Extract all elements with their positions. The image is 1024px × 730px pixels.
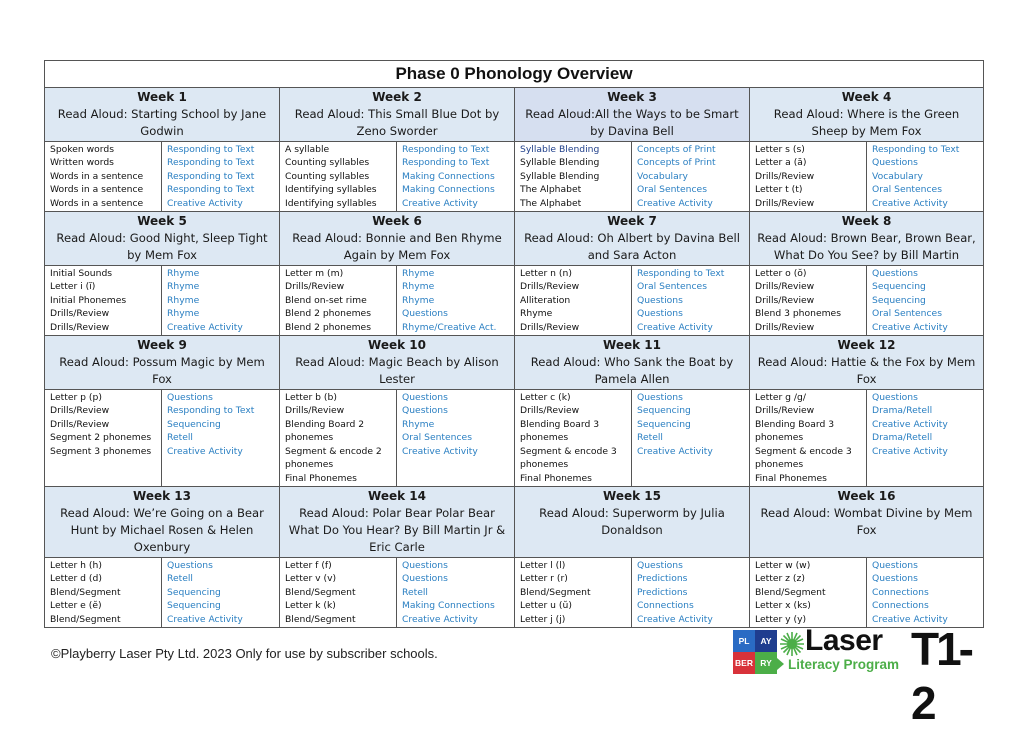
topic-item: Drills/Review (755, 281, 815, 293)
literacy-item: Oral Sentences (402, 432, 472, 444)
literacy-item: Responding to Text (167, 157, 255, 169)
literacy-item: Making Connections (402, 600, 495, 612)
read-aloud-title: Read Aloud:All the Ways to be Smart by Davina Bell (525, 107, 739, 138)
phonology-topics (750, 266, 867, 336)
topic-item: Blending Board 3 (520, 418, 600, 430)
topic-item: Alliteration (520, 294, 571, 306)
topic-item: Drills/Review (755, 170, 815, 182)
week-header (280, 336, 515, 390)
topic-item: Blend on-set rime (285, 294, 367, 306)
literacy-activities (397, 142, 515, 212)
week-label: Week 7 (607, 214, 657, 229)
topic-item: Counting syllables (285, 157, 370, 169)
literacy-item: Questions (402, 559, 448, 571)
week-label: Week 14 (368, 488, 426, 503)
laser-burst-icon (779, 631, 805, 657)
week-header-row (45, 88, 984, 142)
topic-item: Letter d (d) (50, 573, 102, 585)
literacy-item: Sequencing (872, 281, 926, 293)
literacy-activities (397, 266, 515, 336)
literacy-item: Questions (402, 308, 448, 320)
topic-item: Letter c (k) (520, 392, 571, 404)
topic-item: Identifying syllables (285, 197, 377, 209)
page-title: Phase 0 Phonology Overview (45, 61, 984, 88)
week-header (750, 486, 984, 557)
topic-item: phonemes (755, 432, 804, 444)
literacy-item: Questions (167, 559, 213, 571)
literacy-item: Oral Sentences (637, 281, 707, 293)
topic-item: Drills/Review (520, 405, 580, 417)
topic-item: Syllable Blending (520, 170, 600, 182)
literacy-item: Creative Activity (402, 197, 478, 209)
brand-name: Laser (805, 624, 883, 657)
puzzle-piece: RY (755, 652, 777, 674)
topic-item: Letter a (ă) (755, 157, 807, 169)
literacy-item: Sequencing (167, 418, 221, 430)
overview-table (44, 60, 984, 628)
read-aloud-title: Read Aloud: Possum Magic by Mem Fox (59, 355, 265, 387)
topic-item: phonemes (285, 459, 334, 471)
topic-item: Blend/Segment (285, 586, 356, 598)
topic-item: Rhyme (520, 308, 553, 320)
topic-item: Counting syllables (285, 170, 370, 182)
literacy-item: Rhyme (402, 281, 435, 293)
topic-item: Letter y (y) (755, 613, 807, 625)
literacy-item: Creative Activity (402, 613, 478, 625)
read-aloud-title: Read Aloud: Who Sank the Boat by Pamela Allen (530, 355, 734, 387)
literacy-activities (632, 390, 750, 487)
topic-item: Blend 2 phonemes (285, 308, 371, 320)
week-label: Week 3 (607, 90, 657, 104)
literacy-item: Creative Activity (167, 197, 243, 209)
topic-item: Words in a sentence (50, 170, 144, 182)
phonology-topics (45, 390, 162, 487)
topic-item: Syllable Blending (520, 144, 600, 155)
phonology-topics (45, 142, 162, 212)
topic-item: Blend/Segment (520, 586, 591, 598)
literacy-item: Questions (872, 559, 918, 571)
literacy-item: Rhyme (402, 268, 435, 280)
read-aloud-title: Read Aloud: Polar Bear Polar Bear What Do You Hear? By Bill Martin Jr & Eric Carle (288, 505, 506, 554)
week-header (280, 486, 515, 557)
literacy-activities (867, 390, 984, 487)
playberry-laser-logo (733, 623, 978, 729)
literacy-item: Sequencing (637, 405, 691, 417)
literacy-item: Retell (637, 432, 663, 444)
read-aloud-title: Read Aloud: Magic Beach by Alison Lester (295, 355, 499, 387)
phonology-topics (45, 557, 162, 627)
literacy-item: Retell (167, 432, 193, 444)
topic-item: Syllable Blending (520, 157, 600, 169)
topic-item: Letter g /g/ (755, 392, 806, 404)
topic-item: Drills/Review (520, 321, 580, 333)
literacy-item: Vocabulary (872, 170, 923, 182)
topic-item: The Alphabet (520, 184, 582, 196)
week-body-row (45, 266, 984, 336)
literacy-item: Responding to Text (167, 144, 255, 155)
literacy-activities (632, 266, 750, 336)
week-label: Week 4 (841, 90, 892, 104)
term-label: T1-2 (911, 623, 971, 729)
week-header (280, 212, 515, 266)
topic-item: Letter e (ĕ) (50, 600, 102, 612)
topic-item: Letter t (t) (755, 184, 803, 196)
literacy-item: Responding to Text (872, 144, 960, 155)
literacy-item: Responding to Text (167, 170, 255, 182)
read-aloud-title: Read Aloud: Where is the Green Sheep by Mem Fox (773, 107, 960, 138)
topic-item: Initial Phonemes (50, 294, 127, 306)
literacy-item: Questions (402, 405, 448, 417)
topic-item: phonemes (520, 432, 569, 444)
puzzle-piece: BER (733, 652, 755, 674)
topic-item: Letter f (f) (285, 559, 332, 571)
topic-item: Blending Board 2 (285, 418, 365, 430)
literacy-item: Sequencing (167, 600, 221, 612)
literacy-item: Responding to Text (402, 144, 490, 155)
literacy-item: Vocabulary (637, 170, 688, 182)
literacy-item: Creative Activity (872, 613, 948, 625)
week-header (45, 336, 280, 390)
topic-item: phonemes (520, 459, 569, 471)
literacy-item: Predictions (637, 586, 688, 598)
topic-item: Segment & encode 3 (520, 445, 617, 457)
literacy-item: Connections (872, 586, 929, 598)
literacy-item: Predictions (637, 573, 688, 585)
topic-item: Identifying syllables (285, 184, 377, 196)
literacy-item: Rhyme (167, 294, 200, 306)
week-rows (45, 88, 984, 628)
literacy-item: Questions (402, 392, 448, 404)
literacy-item: Responding to Text (637, 268, 725, 280)
week-label: Week 2 (372, 90, 422, 104)
literacy-activities (632, 557, 750, 627)
topic-item: Segment 2 phonemes (50, 432, 152, 444)
literacy-item: Questions (637, 559, 683, 571)
topic-item: Drills/Review (755, 405, 815, 417)
week-header (750, 336, 984, 390)
topic-item: Letter w (w) (755, 559, 811, 571)
phonology-topics (280, 142, 397, 212)
topic-item: Letter o (ŏ) (755, 268, 807, 280)
topic-item: Blending Board 3 (755, 418, 835, 430)
topic-item: Letter i (ĭ) (50, 281, 96, 293)
topic-item: Spoken words (50, 144, 115, 155)
literacy-item: Sequencing (167, 586, 221, 598)
topic-item: Drills/Review (755, 294, 815, 306)
literacy-item: Creative Activity (167, 613, 243, 625)
literacy-item: Oral Sentences (872, 184, 942, 196)
week-header (515, 212, 750, 266)
week-header (45, 486, 280, 557)
literacy-item: Questions (637, 392, 683, 404)
literacy-item: Concepts of Print (637, 144, 716, 155)
topic-item: Letter z (z) (755, 573, 805, 585)
literacy-activities (632, 142, 750, 212)
week-header (515, 486, 750, 557)
topic-item: Letter h (h) (50, 559, 102, 571)
literacy-activities (397, 390, 515, 487)
literacy-item: Creative Activity (637, 445, 713, 457)
topic-item: Drills/Review (285, 405, 345, 417)
week-label: Week 12 (837, 338, 896, 353)
literacy-activities (162, 390, 280, 487)
week-label: Week 5 (137, 214, 187, 229)
literacy-item: Questions (402, 573, 448, 585)
literacy-item: Retell (402, 586, 428, 598)
topic-item: Words in a sentence (50, 197, 144, 209)
literacy-item: Questions (167, 392, 213, 404)
topic-item: Blend/Segment (755, 586, 826, 598)
puzzle-logo-icon (733, 630, 777, 674)
literacy-item: Rhyme (167, 308, 200, 320)
phonology-topics (515, 266, 632, 336)
week-label: Week 10 (368, 338, 426, 353)
week-header (280, 88, 515, 142)
literacy-item: Sequencing (637, 418, 691, 430)
topic-item: Segment 3 phonemes (50, 445, 152, 457)
literacy-item: Concepts of Print (637, 157, 716, 169)
week-header (515, 336, 750, 390)
literacy-item: Drama/Retell (872, 432, 933, 444)
week-header (515, 88, 750, 142)
phonology-topics (45, 266, 162, 336)
brand-subtitle: Literacy Program (788, 657, 900, 672)
topic-item: Drills/Review (50, 418, 110, 430)
phonology-topics (280, 266, 397, 336)
literacy-item: Questions (872, 268, 918, 280)
topic-item: Drills/Review (755, 197, 815, 209)
topic-item: phonemes (755, 459, 804, 471)
literacy-activities (162, 266, 280, 336)
literacy-activities (162, 142, 280, 212)
topic-item: Blend/Segment (50, 613, 121, 625)
literacy-activities (867, 557, 984, 627)
literacy-item: Creative Activity (167, 321, 243, 333)
literacy-item: Rhyme (402, 294, 435, 306)
phonology-topics (750, 390, 867, 487)
week-label: Week 8 (841, 214, 892, 229)
week-header (750, 212, 984, 266)
topic-item: Written words (50, 157, 114, 169)
topic-item: Initial Sounds (50, 268, 113, 280)
puzzle-piece: PL (733, 630, 755, 652)
literacy-item: Creative Activity (872, 445, 948, 457)
phonology-topics (750, 142, 867, 212)
literacy-item: Making Connections (402, 170, 495, 182)
literacy-item: Rhyme (402, 418, 435, 430)
week-header-row (45, 336, 984, 390)
read-aloud-title: Read Aloud: This Small Blue Dot by Zeno Sworder (294, 107, 500, 138)
literacy-item: Making Connections (402, 184, 495, 196)
week-header-row (45, 486, 984, 557)
topic-item: Letter x (ks) (755, 600, 811, 612)
topic-item: Letter s (s) (755, 144, 805, 155)
topic-item: Letter j (j) (520, 613, 566, 625)
literacy-activities (397, 557, 515, 627)
read-aloud-title: Read Aloud: We’re Going on a Bear Hunt by Michael Rosen & Helen Oxenbury (60, 505, 264, 554)
phonology-topics (515, 390, 632, 487)
literacy-activities (867, 266, 984, 336)
literacy-item: Responding to Text (167, 405, 255, 417)
literacy-item: Creative Activity (872, 418, 948, 430)
topic-item: Final Phonemes (285, 472, 357, 484)
literacy-item: Responding to Text (402, 157, 490, 169)
arrow-icon (777, 658, 784, 670)
topic-item: Blend/Segment (50, 586, 121, 598)
topic-item: Blend 2 phonemes (285, 321, 371, 333)
week-label: Week 15 (603, 488, 661, 503)
topic-item: Letter v (v) (285, 573, 337, 585)
literacy-item: Questions (872, 157, 918, 169)
read-aloud-title: Read Aloud: Bonnie and Ben Rhyme Again by Mem Fox (292, 231, 502, 263)
topic-item: Drills/Review (50, 321, 110, 333)
week-label: Week 11 (603, 338, 661, 353)
read-aloud-title: Read Aloud: Hattie & the Fox by Mem Fox (757, 355, 976, 387)
read-aloud-title: Read Aloud: Oh Albert by Davina Bell and Sara Acton (524, 231, 740, 263)
week-label: Week 1 (137, 90, 187, 104)
topic-item: Letter l (l) (520, 559, 566, 571)
literacy-item: Questions (637, 294, 683, 306)
topic-item: phonemes (285, 432, 334, 444)
literacy-item: Sequencing (872, 294, 926, 306)
literacy-item: Creative Activity (637, 197, 713, 209)
week-body-row (45, 390, 984, 487)
topic-item: Drills/Review (520, 281, 580, 293)
week-label: Week 16 (837, 488, 896, 503)
literacy-item: Questions (637, 308, 683, 320)
topic-item: Drills/Review (50, 405, 110, 417)
week-body-row (45, 142, 984, 212)
week-label: Week 13 (133, 488, 191, 503)
topic-item: Letter n (n) (520, 268, 572, 280)
phonology-topics (515, 557, 632, 627)
week-label: Week 9 (137, 338, 187, 353)
literacy-activities (162, 557, 280, 627)
topic-item: Blend/Segment (285, 613, 356, 625)
topic-item: Segment & encode 3 (755, 445, 852, 457)
topic-item: Letter k (k) (285, 600, 336, 612)
topic-item: Letter b (b) (285, 392, 337, 404)
phonology-topics (280, 390, 397, 487)
literacy-item: Rhyme/Creative Act. (402, 321, 497, 333)
topic-item: Drills/Review (285, 281, 345, 293)
literacy-item: Drama/Retell (872, 405, 933, 417)
phonology-overview-sheet (44, 60, 983, 628)
literacy-item: Creative Activity (637, 613, 713, 625)
literacy-item: Questions (872, 392, 918, 404)
literacy-item: Oral Sentences (872, 308, 942, 320)
topic-item: Drills/Review (50, 308, 110, 320)
read-aloud-title: Read Aloud: Superworm by Julia Donaldson (539, 505, 725, 537)
read-aloud-title: Read Aloud: Starting School by Jane Godwin (57, 107, 267, 138)
week-label: Week 6 (372, 214, 422, 229)
literacy-item: Creative Activity (167, 445, 243, 457)
literacy-item: Connections (637, 600, 694, 612)
topic-item: Final Phonemes (520, 472, 592, 484)
phonology-topics (515, 142, 632, 212)
topic-item: Drills/Review (755, 321, 815, 333)
read-aloud-title: Read Aloud: Wombat Divine by Mem Fox (760, 505, 973, 537)
literacy-item: Creative Activity (872, 321, 948, 333)
topic-item: Letter m (m) (285, 268, 344, 280)
week-header (45, 88, 280, 142)
topic-item: Final Phonemes (755, 472, 827, 484)
topic-item: A syllable (285, 144, 330, 155)
topic-item: The Alphabet (520, 197, 582, 209)
topic-item: Letter u (ŭ) (520, 600, 572, 612)
literacy-item: Creative Activity (872, 197, 948, 209)
literacy-activities (867, 142, 984, 212)
literacy-item: Creative Activity (402, 445, 478, 457)
read-aloud-title: Read Aloud: Good Night, Sleep Tight by Mem Fox (56, 231, 268, 263)
literacy-item: Creative Activity (637, 321, 713, 333)
topic-item: Segment & encode 2 (285, 445, 382, 457)
literacy-item: Retell (167, 573, 193, 585)
read-aloud-title: Read Aloud: Brown Bear, Brown Bear, What Do You See? by Bill Martin (757, 231, 976, 263)
literacy-item: Rhyme (167, 268, 200, 280)
week-header-row (45, 212, 984, 266)
literacy-item: Connections (872, 600, 929, 612)
topic-item: Letter r (r) (520, 573, 568, 585)
topic-item: Blend 3 phonemes (755, 308, 841, 320)
week-header (750, 88, 984, 142)
literacy-item: Rhyme (167, 281, 200, 293)
phonology-topics (280, 557, 397, 627)
literacy-item: Responding to Text (167, 184, 255, 196)
phonology-topics (750, 557, 867, 627)
literacy-item: Questions (872, 573, 918, 585)
topic-item: Letter p (p) (50, 392, 102, 404)
topic-item: Words in a sentence (50, 184, 144, 196)
puzzle-piece: AY (755, 630, 777, 652)
literacy-item: Oral Sentences (637, 184, 707, 196)
copyright-notice: ©Playberry Laser Pty Ltd. 2023 Only for use by subscriber schools. (51, 646, 438, 661)
week-header (45, 212, 280, 266)
week-body-row (45, 557, 984, 627)
